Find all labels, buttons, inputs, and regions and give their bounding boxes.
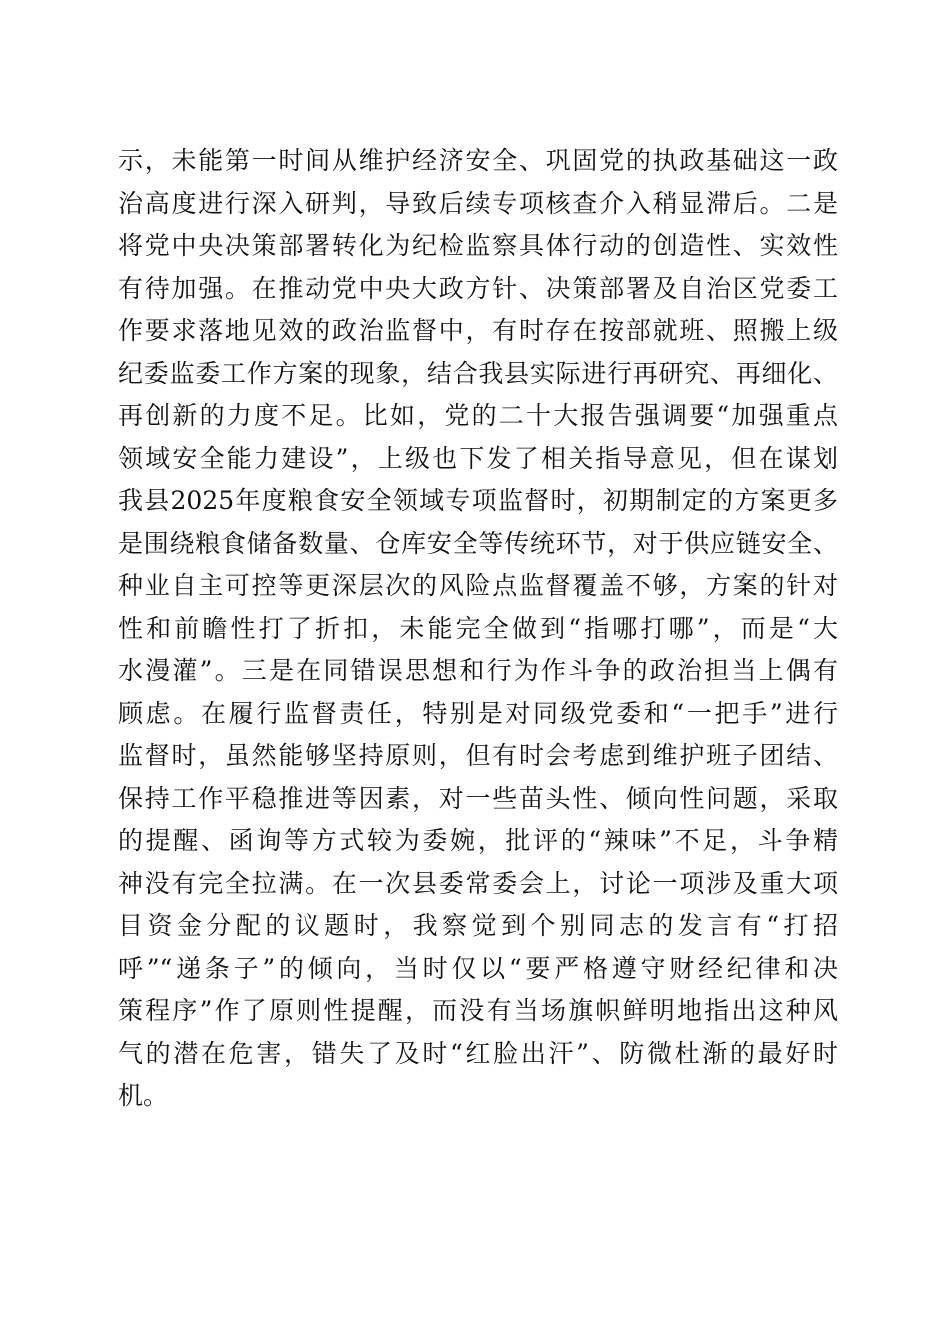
- text-line: 保持工作平稳推进等因素，对一些苗头性、倾向性问题，采取: [118, 783, 838, 813]
- text-line: 监督时，虽然能够坚持原则，但有时会考虑到维护班子团结、: [118, 741, 838, 770]
- text-line: 领域安全能力建设”，上级也下发了相关指导意见，但在谋划: [118, 443, 838, 473]
- text-line: 纪委监委工作方案的现象，结合我县实际进行再研究、再细化、: [118, 358, 838, 388]
- text-line: 再创新的力度不足。比如，党的二十大报告强调要“加强重点: [118, 401, 838, 430]
- text-line: 是围绕粮食储备数量、仓库安全等传统环节，对于供应链安全、: [118, 528, 838, 558]
- text-line: 我县2025年度粮食安全领域专项监督时，初期制定的方案更多: [118, 486, 838, 515]
- text-line: 种业自主可控等更深层次的风险点监督覆盖不够，方案的针对: [118, 571, 838, 600]
- text-line: 水漫灌”。三是在同错误思想和行为作斗争的政治担当上偶有: [118, 656, 838, 685]
- text-line: 有待加强。在推动党中央大政方针、决策部署及自治区党委工: [118, 273, 838, 303]
- text-line: 作要求落地见效的政治监督中，有时存在按部就班、照搬上级: [118, 316, 838, 345]
- text-line: 策程序”作了原则性提醒，而没有当场旗帜鲜明地指出这种风: [118, 996, 838, 1025]
- text-line: 神没有完全拉满。在一次县委常委会上，讨论一项涉及重大项: [118, 868, 838, 898]
- text-line: 顾虑。在履行监督责任，特别是对同级党委和“一把手”进行: [118, 698, 838, 728]
- text-line: 气的潜在危害，错失了及时“红脸出汗”、防微杜渐的最好时: [118, 1038, 838, 1068]
- text-line-last: 机。: [118, 1081, 169, 1110]
- body-paragraph: [118, 140, 838, 1118]
- text-line: 治高度进行深入研判，导致后续专项核查介入稍显滞后。二是: [118, 188, 838, 218]
- text-line: 目资金分配的议题时，我察觉到个别同志的发言有“打招: [118, 911, 838, 940]
- text-line: 性和前瞻性打了折扣，未能完全做到“指哪打哪”，而是“大: [118, 613, 838, 643]
- text-line: 示，未能第一时间从维护经济安全、巩固党的执政基础这一政: [118, 146, 838, 175]
- text-line: 的提醒、函询等方式较为委婉，批评的“辣味”不足，斗争精: [118, 826, 838, 855]
- text-line: 呼”“递条子”的倾向，当时仅以“要严格遵守财经纪律和决: [118, 953, 838, 983]
- text-line: 将党中央决策部署转化为纪检监察具体行动的创造性、实效性: [118, 231, 838, 260]
